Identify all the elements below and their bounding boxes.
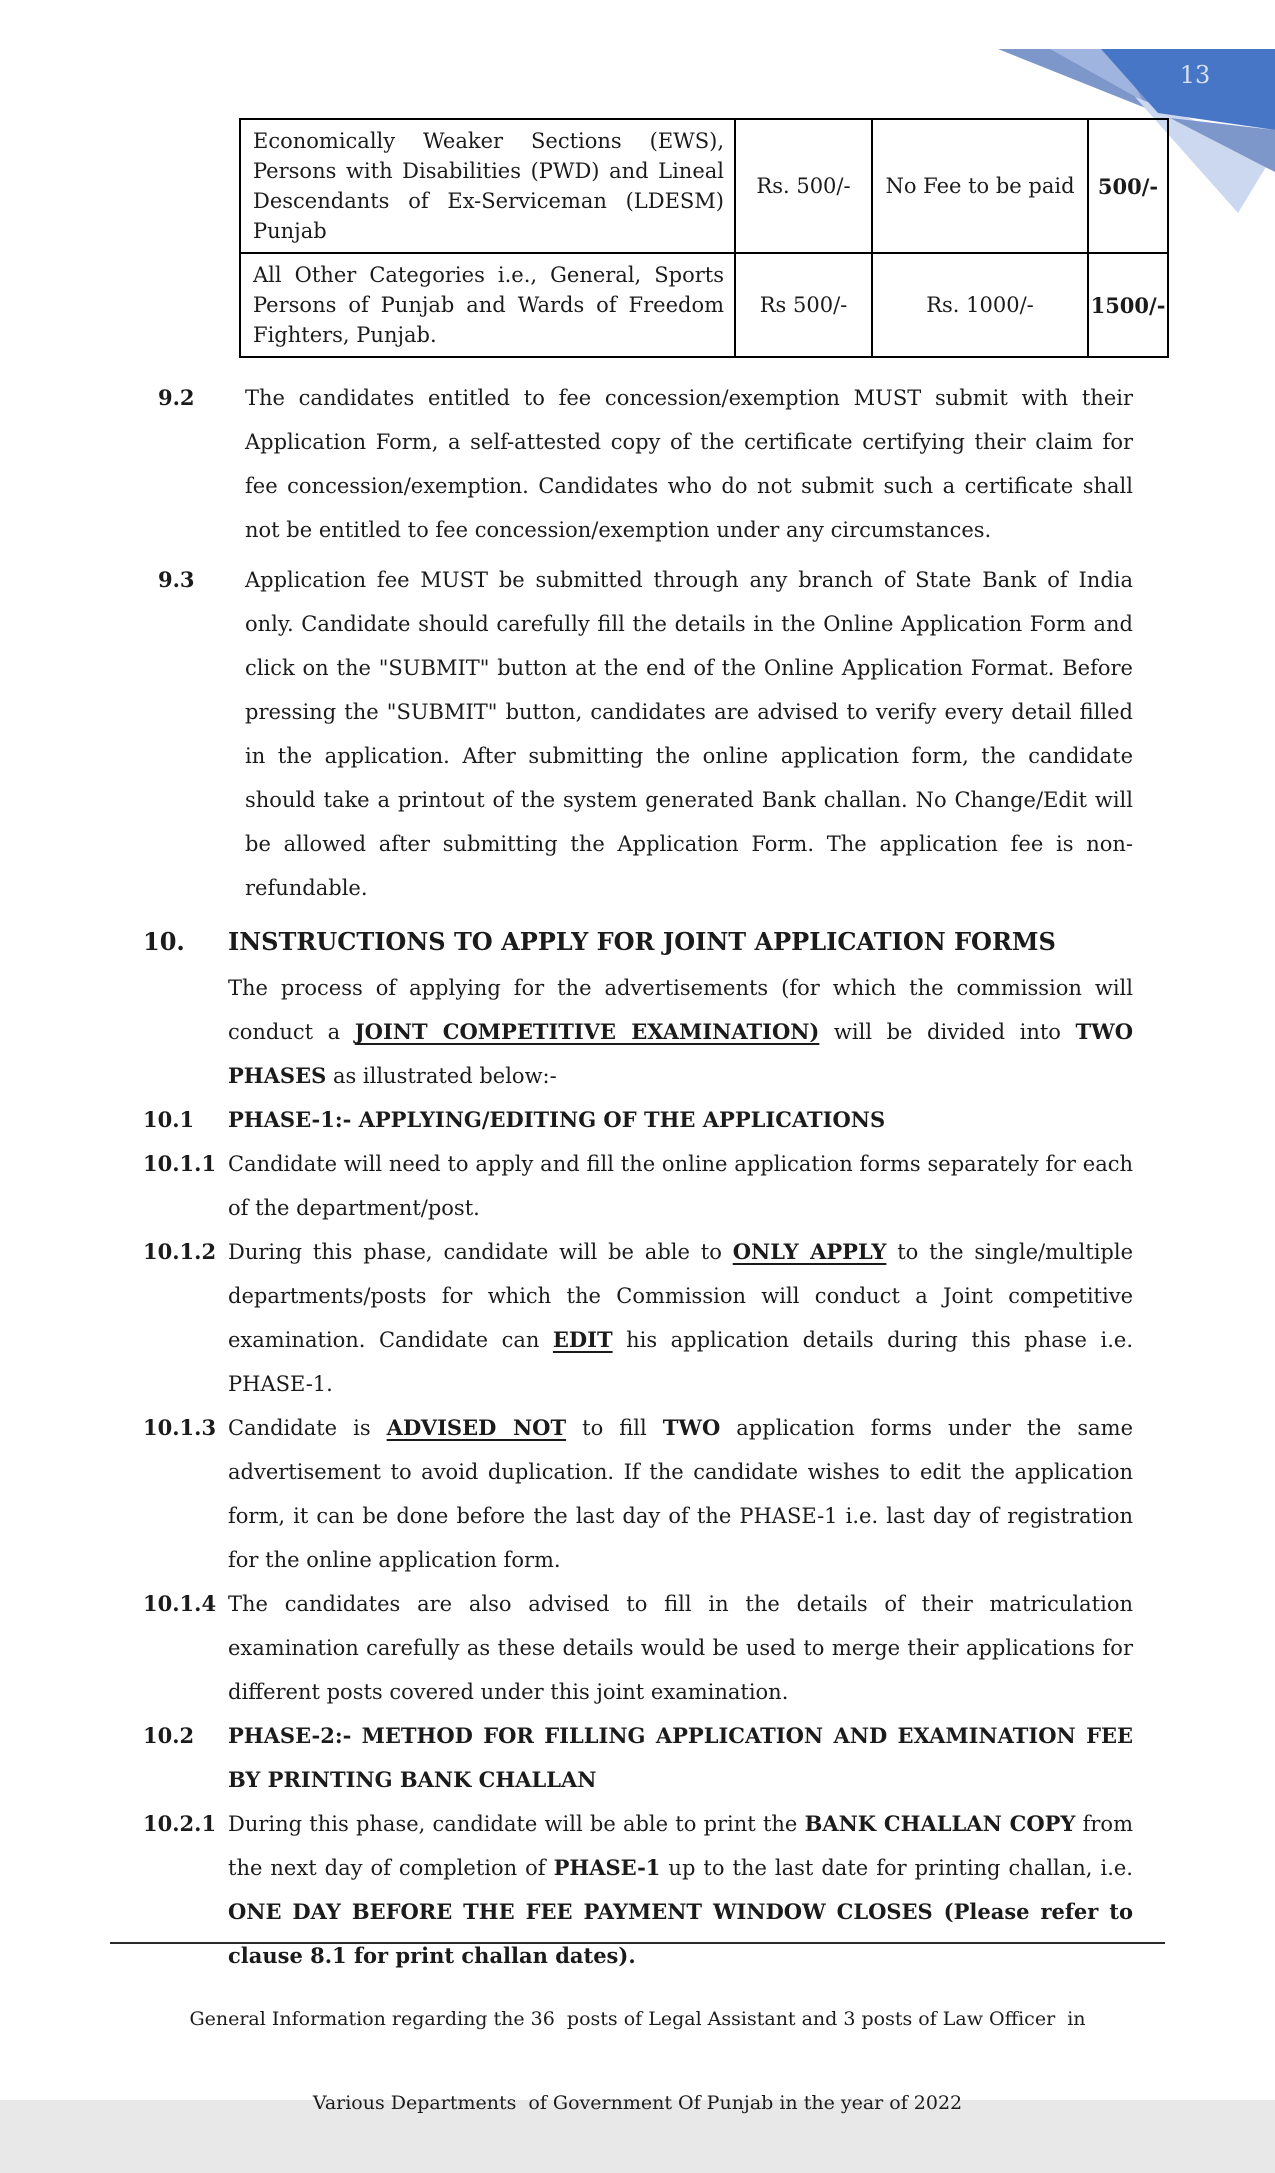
- section-number: 10.1.1: [143, 1151, 217, 1176]
- section-number: 10.2: [143, 1723, 195, 1748]
- section-9-2: [140, 376, 1133, 552]
- section-10-2: [140, 1714, 1133, 1802]
- section-text: Candidate will need to apply and fill the online application forms separately for each of the department/post.: [228, 1152, 1133, 1220]
- section-10: [140, 918, 1133, 1098]
- section-heading: PHASE-1:- APPLYING/EDITING OF THE APPLICATIONS: [228, 1107, 886, 1132]
- section-10-1: [140, 1098, 1133, 1142]
- section-text: The candidates are also advised to fill in the details of their matriculation examination carefully as these details would be used to merge their applications for different posts covered under this joint examination.: [228, 1592, 1133, 1704]
- section-number: 10.1.4: [143, 1591, 217, 1616]
- section-heading: PHASE-2:- METHOD FOR FILLING APPLICATION AND EXAMINATION FEE BY PRINTING BANK CHALLAN: [228, 1723, 1133, 1792]
- section-number: 10.2.1: [143, 1811, 217, 1836]
- section-10-1-4: [140, 1582, 1133, 1714]
- page-number: 13: [1179, 61, 1211, 89]
- section-text: During this phase, candidate will be able to print the BANK CHALLAN COPY from the next day of completion of PHASE-1 up to the last date for printing challan, i.e. ONE DAY BEFORE THE FEE PAYMENT WINDOW CLOSES (Please refer to clause 8.1 for print challan dates).: [228, 1811, 1133, 1968]
- fee-table-row: [240, 253, 1168, 357]
- section-number: 9.2: [158, 385, 195, 410]
- section-10-1-3: [140, 1406, 1133, 1582]
- section-10-intro: The process of applying for the advertisements (for which the commission will conduct a JOINT COMPETITIVE EXAMINATION) will be divided into TWO PHASES as illustrated below:-: [228, 976, 1134, 1088]
- fee-table-cell-fee1: Rs. 500/-: [735, 119, 872, 253]
- section-text: Candidate is ADVISED NOT to fill TWO application forms under the same advertisement to avoid duplication. If the candidate wishes to edit the application form, it can be done before the last day of the PHASE-1 i.e. last day of registration for the online application form.: [228, 1415, 1133, 1572]
- fee-table-cell-fee2: Rs. 1000/-: [872, 253, 1088, 357]
- section-10-1-1: [140, 1142, 1133, 1230]
- section-10-body: [228, 918, 1133, 1098]
- fee-table-cell-total: 1500/-: [1088, 253, 1168, 357]
- section-number: 10.1.3: [143, 1415, 217, 1440]
- section-10-1-2: [140, 1230, 1133, 1406]
- section-number: 9.3: [158, 567, 195, 592]
- fee-table-cell-fee2: No Fee to be paid: [872, 119, 1088, 253]
- footer-line-2: Various Departments of Government Of Punjab in the year of 2022: [312, 2092, 963, 2114]
- fee-table-cell-category: Economically Weaker Sections (EWS), Persons with Disabilities (PWD) and Lineal Descendants of Ex-Serviceman (LDESM) Punjab: [240, 119, 735, 253]
- footer-line-1: General Information regarding the 36 posts of Legal Assistant and 3 posts of Law Officer in: [189, 2008, 1086, 2030]
- section-number: 10.1.2: [143, 1239, 217, 1264]
- section-9-3: [140, 558, 1133, 910]
- fee-table-cell-fee1: Rs 500/-: [735, 253, 872, 357]
- fee-table: [239, 118, 1169, 358]
- section-text: The candidates entitled to fee concession/exemption MUST submit with their Application Form, a self-attested copy of the certificate certifying their claim for fee concession/exemption. Candidates who do not submit such a certificate shall not be entitled to fee concession/exemption under any circumstances.: [245, 386, 1133, 542]
- section-text: Application fee MUST be submitted through any branch of State Bank of India only. Candidate should carefully fill the details in the Online Application Form and click on the "SUBMIT" button at the end of the Online Application Format. Before pressing the "SUBMIT" button, candidates are advised to verify every detail filled in the application. After submitting the online application form, the candidate should take a printout of the system generated Bank challan. No Change/Edit will be allowed after submitting the Application Form. The application fee is non-refundable.: [245, 568, 1133, 900]
- section-text: During this phase, candidate will be able to ONLY APPLY to the single/multiple departments/posts for which the Commission will conduct a Joint competitive examination. Candidate can EDIT his application details during this phase i.e. PHASE-1.: [228, 1239, 1133, 1396]
- section-number: 10.1: [143, 1107, 195, 1132]
- document-content: [140, 118, 1166, 1978]
- page-footer: [110, 1942, 1165, 2173]
- section-number: 10.: [143, 927, 185, 956]
- fee-table-cell-category: All Other Categories i.e., General, Sports Persons of Punjab and Wards of Freedom Fighters, Punjab.: [240, 253, 735, 357]
- fee-table-row: [240, 119, 1168, 253]
- section-10-heading: INSTRUCTIONS TO APPLY FOR JOINT APPLICATION FORMS: [228, 927, 1056, 956]
- fee-table-cell-total: 500/-: [1088, 119, 1168, 253]
